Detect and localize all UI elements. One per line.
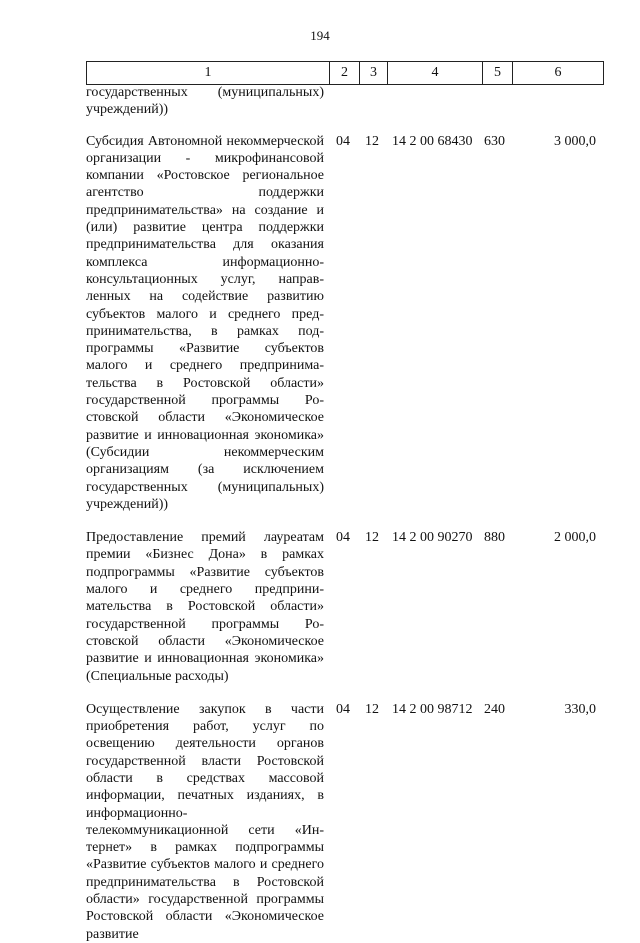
row-description: Предоставление премий лауреатам премии «Бизнес Дона» в рамках подпрограммы «Развитие субъектов малого и среднего предпринимательства в Ростовской области» государственной программы Ростовской области «Экономическое развитие и инновационная экономика» (Специальные расходы) — [86, 530, 324, 684]
header-col-6: 6 — [512, 62, 603, 84]
table-header — [86, 61, 604, 85]
table-row — [86, 529, 602, 685]
row-target-article: 14 2 00 90270 — [392, 530, 473, 546]
row-expense-type: 880 — [484, 530, 505, 546]
header-col-5: 5 — [482, 62, 512, 84]
page-number: 194 — [310, 28, 330, 43]
row-subsection-code: 12 — [365, 701, 379, 717]
header-col-3: 3 — [359, 62, 387, 84]
header-col-1: 1 — [204, 65, 212, 80]
row-description: Субсидия Автономной некоммерческой организации - микрофинансовой компании «Ростовское региональное агентство поддержки предпринимательства» на создание и (или) развитие центра поддержки предпринимательства для оказания комплекса информационно-консультационных услуг, направленных на содействие развитию субъектов малого и среднего предпринимательства, в рамках подпрограммы «Развитие субъектов малого и среднего предпринимательства в Ростовской области» государственной программы Ростовской области «Экономическое развитие и инновационная экономика» (Субсидии некоммерческим организациям (за исключением государственных (муниципальных) учреждений)) — [86, 133, 324, 512]
row-amount: 3 000,0 — [554, 133, 596, 149]
header-col-2: 2 — [329, 62, 359, 84]
row-section-code: 04 — [336, 133, 350, 149]
row-section-code: 04 — [336, 701, 350, 717]
table-row — [86, 701, 602, 943]
row-amount: 330,0 — [564, 701, 596, 717]
row-expense-type: 630 — [484, 133, 505, 149]
row-amount: 2 000,0 — [554, 530, 596, 546]
row-description: государственных (муниципальных) учреждений)) — [86, 85, 324, 118]
row-subsection-code: 12 — [365, 133, 379, 149]
row-expense-type: 240 — [484, 701, 505, 717]
row-description: Осуществление закупок в части приобретения работ, услуг по освещению деятельности органов государственной власти Ростовской области в средствах массовой информации, печатных изданиях, в информационно-телекоммуникационной сети «Интернет» в рамках подпрограммы «Развитие субъектов малого и среднего предпринимательства в Ростовской области» государственной программы Ростовской области «Экономическое развитие — [86, 701, 324, 942]
table-row-continuation — [86, 84, 602, 119]
row-section-code: 04 — [336, 530, 350, 546]
table-row — [86, 133, 602, 514]
table-body — [86, 84, 602, 943]
row-target-article: 14 2 00 68430 — [392, 133, 473, 149]
row-target-article: 14 2 00 98712 — [392, 701, 473, 717]
row-subsection-code: 12 — [365, 530, 379, 546]
header-col-4: 4 — [387, 62, 482, 84]
